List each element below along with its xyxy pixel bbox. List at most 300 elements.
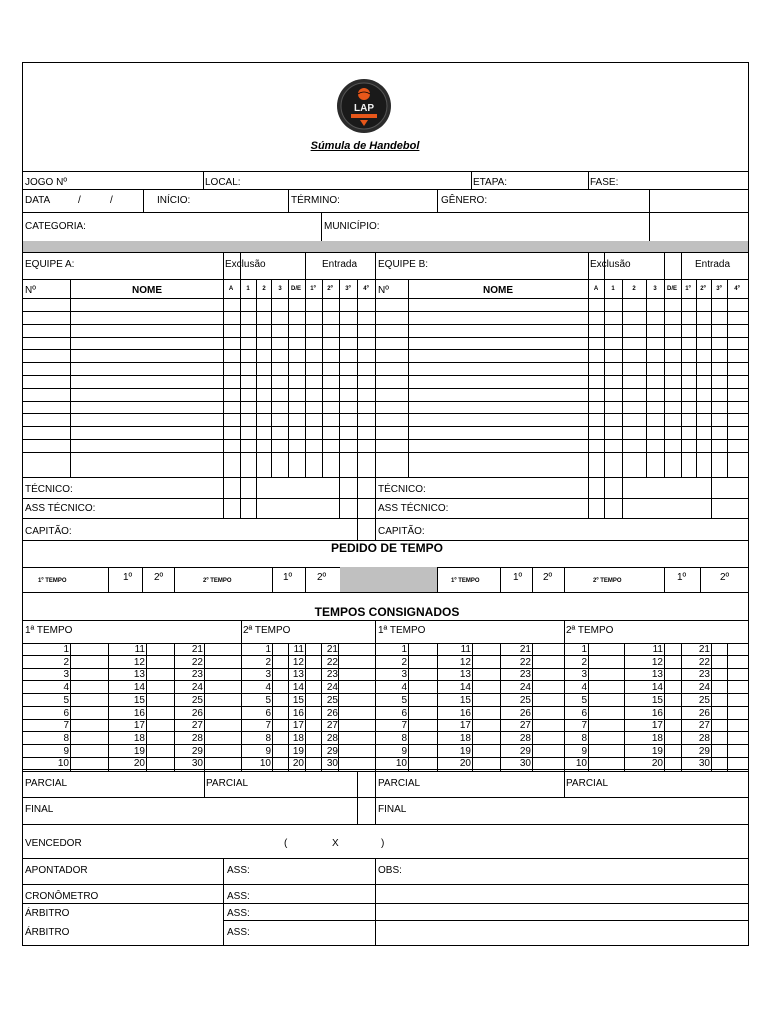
event-column-label: 4º bbox=[734, 286, 740, 292]
consignado-number: 26 bbox=[191, 708, 203, 719]
consignado-number: 19 bbox=[133, 746, 145, 757]
obs-label: OBS: bbox=[378, 865, 402, 876]
ass-apontador: ASS: bbox=[227, 865, 250, 876]
consignado-number: 4 bbox=[401, 682, 407, 693]
logo-lettering: LAP bbox=[354, 103, 374, 114]
event-column-label: A bbox=[593, 286, 599, 292]
consignado-number: 8 bbox=[63, 733, 69, 744]
consignado-number: 17 bbox=[459, 720, 471, 731]
consignado-number: 15 bbox=[292, 695, 304, 706]
consignado-number: 27 bbox=[698, 720, 710, 731]
rule bbox=[272, 643, 273, 771]
team-a-label: EQUIPE A: bbox=[25, 259, 75, 270]
rule bbox=[681, 252, 682, 279]
consignado-number: 22 bbox=[519, 657, 531, 668]
rule bbox=[23, 903, 748, 904]
rule bbox=[23, 452, 748, 453]
consignado-number: 5 bbox=[401, 695, 407, 706]
consignado-number: 30 bbox=[519, 758, 531, 769]
rule bbox=[646, 279, 647, 477]
rule bbox=[357, 279, 358, 477]
data-label: DATA bbox=[25, 195, 51, 206]
rule bbox=[23, 212, 748, 213]
vencedor-open: ( bbox=[284, 838, 288, 849]
team-a-nome-header: NOME bbox=[132, 285, 162, 296]
consignado-number: 22 bbox=[191, 657, 203, 668]
event-column-label: 3º bbox=[345, 286, 351, 292]
rule bbox=[437, 189, 438, 212]
team-a-capitao: CAPITÃO: bbox=[25, 526, 72, 537]
rule bbox=[223, 920, 748, 921]
consignado-number: 12 bbox=[651, 657, 663, 668]
cons-b-tempo2: 2ª TEMPO bbox=[566, 625, 614, 636]
rule bbox=[357, 477, 358, 540]
rule bbox=[321, 212, 322, 241]
consignado-number: 24 bbox=[191, 682, 203, 693]
team-b-capitao: CAPITÃO: bbox=[378, 526, 425, 537]
rule bbox=[23, 680, 748, 681]
rule bbox=[143, 189, 144, 212]
consignado-number: 1 bbox=[265, 644, 271, 655]
termino-label: TÉRMINO: bbox=[291, 195, 340, 206]
consignado-number: 12 bbox=[459, 657, 471, 668]
consignado-number: 13 bbox=[459, 669, 471, 680]
consignado-number: 30 bbox=[698, 758, 710, 769]
pedido-a-3: 1º bbox=[283, 572, 293, 583]
consignado-number: 6 bbox=[581, 708, 587, 719]
consignado-number: 19 bbox=[292, 746, 304, 757]
consignado-number: 22 bbox=[326, 657, 338, 668]
team-a-tecnico: TÉCNICO: bbox=[25, 484, 73, 495]
rule bbox=[23, 477, 748, 478]
team-b-nome-header: NOME bbox=[483, 285, 513, 296]
team-a-exclusao: Exclusão bbox=[225, 259, 266, 270]
consignado-number: 3 bbox=[265, 669, 271, 680]
rule bbox=[23, 592, 748, 593]
rule bbox=[256, 477, 257, 518]
event-column-label: 2º bbox=[700, 286, 706, 292]
event-column-label: 2º bbox=[327, 286, 333, 292]
consignado-number: 16 bbox=[459, 708, 471, 719]
event-column-label: 4º bbox=[363, 286, 369, 292]
consignado-number: 15 bbox=[651, 695, 663, 706]
consignado-number: 19 bbox=[651, 746, 663, 757]
rule bbox=[711, 477, 712, 518]
rule bbox=[375, 620, 376, 771]
consignado-number: 10 bbox=[259, 758, 271, 769]
consignado-number: 2 bbox=[265, 657, 271, 668]
pedido-b-tempo1: 1º TEMPO bbox=[451, 578, 480, 584]
rule bbox=[174, 643, 175, 771]
rule bbox=[23, 439, 748, 440]
rule bbox=[23, 706, 748, 707]
rule bbox=[532, 567, 533, 592]
rule bbox=[23, 719, 748, 720]
rule bbox=[108, 567, 109, 592]
rule bbox=[23, 757, 748, 758]
event-column-label: 1º bbox=[685, 286, 691, 292]
consignado-number: 25 bbox=[698, 695, 710, 706]
consignado-number: 8 bbox=[265, 733, 271, 744]
inicio-label: INÍCIO: bbox=[157, 195, 191, 206]
consignado-number: 8 bbox=[581, 733, 587, 744]
consignado-number: 18 bbox=[651, 733, 663, 744]
rule bbox=[256, 279, 257, 477]
rule bbox=[375, 797, 376, 824]
consignado-number: 15 bbox=[133, 695, 145, 706]
rule bbox=[288, 279, 289, 477]
rule bbox=[23, 349, 748, 350]
rule bbox=[23, 362, 748, 363]
pedido-title: PEDIDO DE TEMPO bbox=[330, 541, 444, 555]
categoria-label: CATEGORIA: bbox=[25, 221, 86, 232]
rule bbox=[288, 643, 289, 771]
consignado-number: 9 bbox=[265, 746, 271, 757]
rule bbox=[305, 643, 306, 771]
rule bbox=[23, 413, 748, 414]
pedido-b-3: 1º bbox=[677, 572, 687, 583]
rule bbox=[23, 498, 748, 499]
consignado-number: 28 bbox=[191, 733, 203, 744]
parcial-a1: PARCIAL bbox=[25, 778, 68, 789]
consignado-number: 18 bbox=[292, 733, 304, 744]
rule bbox=[204, 771, 205, 797]
rule bbox=[23, 731, 748, 732]
consignado-number: 2 bbox=[63, 657, 69, 668]
pedido-a-1: 1º bbox=[123, 572, 133, 583]
consignado-number: 7 bbox=[581, 720, 587, 731]
rule bbox=[375, 252, 376, 540]
rule bbox=[70, 643, 71, 771]
pedido-shaded-cell bbox=[340, 567, 437, 592]
rule bbox=[321, 643, 322, 771]
consignado-number: 20 bbox=[292, 758, 304, 769]
consignado-number: 14 bbox=[651, 682, 663, 693]
consignado-number: 16 bbox=[651, 708, 663, 719]
rule bbox=[588, 171, 589, 189]
rule bbox=[305, 252, 306, 279]
consignado-number: 11 bbox=[652, 644, 663, 655]
team-a-ass-tecnico: ASS TÉCNICO: bbox=[25, 503, 96, 514]
rule bbox=[23, 693, 748, 694]
consignado-number: 20 bbox=[133, 758, 145, 769]
team-a-entrada: Entrada bbox=[322, 259, 358, 270]
consignado-number: 23 bbox=[191, 669, 203, 680]
consignado-number: 11 bbox=[134, 644, 145, 655]
event-column-label: 1 bbox=[246, 286, 250, 292]
rule bbox=[23, 824, 748, 825]
consignado-number: 2 bbox=[401, 657, 407, 668]
parcial-b1: PARCIAL bbox=[378, 778, 421, 789]
consignado-number: 13 bbox=[292, 669, 304, 680]
team-b-exclusao: Exclusão bbox=[590, 259, 631, 270]
rule bbox=[305, 279, 306, 477]
event-column-label: 3 bbox=[653, 286, 657, 292]
rule bbox=[23, 858, 748, 859]
rule bbox=[711, 279, 712, 477]
league-logo bbox=[336, 78, 392, 134]
rule bbox=[696, 279, 697, 477]
event-column-label: 3 bbox=[278, 286, 282, 292]
date-slash: / bbox=[110, 195, 113, 206]
vencedor-x: X bbox=[332, 838, 339, 849]
rule bbox=[223, 858, 224, 946]
rule bbox=[649, 189, 650, 241]
consignado-number: 16 bbox=[292, 708, 304, 719]
fase-label: FASE: bbox=[590, 177, 619, 188]
rule bbox=[588, 252, 589, 518]
consignado-number: 9 bbox=[401, 746, 407, 757]
apontador-label: APONTADOR bbox=[25, 865, 88, 876]
consignado-number: 18 bbox=[133, 733, 145, 744]
rule bbox=[108, 643, 109, 771]
event-column-label: 3º bbox=[716, 286, 722, 292]
rule bbox=[23, 643, 748, 644]
team-b-entrada: Entrada bbox=[695, 259, 731, 270]
consignado-number: 7 bbox=[265, 720, 271, 731]
etapa-label: ETAPA: bbox=[473, 177, 508, 188]
consignado-number: 5 bbox=[265, 695, 271, 706]
team-a-numero-header: Nº bbox=[25, 285, 36, 296]
rule bbox=[375, 858, 376, 946]
rule bbox=[203, 171, 204, 189]
consignado-number: 4 bbox=[581, 682, 587, 693]
consignado-number: 7 bbox=[401, 720, 407, 731]
arbitro1-label: ÁRBITRO bbox=[25, 908, 70, 919]
consignado-number: 30 bbox=[326, 758, 338, 769]
rule bbox=[23, 171, 748, 172]
consignado-number: 23 bbox=[519, 669, 531, 680]
consignado-number: 23 bbox=[326, 669, 338, 680]
rule bbox=[408, 643, 409, 771]
event-column-label: 1 bbox=[611, 286, 615, 292]
consignado-number: 23 bbox=[698, 669, 710, 680]
ass-arbitro2: ASS: bbox=[227, 927, 250, 938]
consignado-number: 26 bbox=[326, 708, 338, 719]
pedido-a-tempo2: 2º TEMPO bbox=[203, 578, 232, 584]
rule bbox=[375, 771, 376, 797]
rule bbox=[23, 655, 748, 656]
rule bbox=[564, 771, 565, 797]
consignado-number: 25 bbox=[326, 695, 338, 706]
rule bbox=[338, 643, 339, 771]
consignado-number: 21 bbox=[191, 644, 203, 655]
consignado-number: 5 bbox=[63, 695, 69, 706]
rule bbox=[339, 477, 340, 518]
parcial-a2: PARCIAL bbox=[206, 778, 249, 789]
consignado-number: 28 bbox=[519, 733, 531, 744]
rule bbox=[23, 769, 748, 770]
rule bbox=[408, 279, 409, 477]
consignado-number: 14 bbox=[133, 682, 145, 693]
consignado-number: 7 bbox=[63, 720, 69, 731]
consignado-number: 24 bbox=[519, 682, 531, 693]
consignado-number: 29 bbox=[326, 746, 338, 757]
cons-a-tempo2: 2ª TEMPO bbox=[243, 625, 291, 636]
rule bbox=[23, 324, 748, 325]
rule bbox=[174, 567, 175, 592]
consignado-number: 25 bbox=[519, 695, 531, 706]
rule bbox=[500, 643, 501, 771]
rule bbox=[664, 252, 665, 279]
rule bbox=[727, 643, 728, 771]
consignado-number: 13 bbox=[651, 669, 663, 680]
cons-a-tempo1: 1ª TEMPO bbox=[25, 625, 73, 636]
consignado-number: 6 bbox=[401, 708, 407, 719]
cons-b-tempo1: 1ª TEMPO bbox=[378, 625, 426, 636]
consignado-number: 17 bbox=[292, 720, 304, 731]
consignado-number: 10 bbox=[575, 758, 587, 769]
consignado-number: 1 bbox=[63, 644, 69, 655]
rule bbox=[681, 279, 682, 477]
final-a: FINAL bbox=[25, 804, 54, 815]
rule bbox=[622, 279, 623, 477]
consignado-number: 12 bbox=[292, 657, 304, 668]
rule bbox=[223, 252, 224, 518]
rule bbox=[23, 668, 748, 669]
rule bbox=[204, 643, 205, 771]
rule bbox=[500, 567, 501, 592]
rule bbox=[23, 884, 748, 885]
pedido-a-tempo1: 1º TEMPO bbox=[38, 578, 67, 584]
consignado-number: 9 bbox=[63, 746, 69, 757]
event-column-label: 2 bbox=[262, 286, 266, 292]
event-column-label: D/E bbox=[666, 286, 678, 292]
rule bbox=[437, 643, 438, 771]
team-b-numero-header: Nº bbox=[378, 285, 389, 296]
rule bbox=[23, 311, 748, 312]
consignado-number: 24 bbox=[326, 682, 338, 693]
consignado-number: 26 bbox=[698, 708, 710, 719]
rule bbox=[272, 567, 273, 592]
rule bbox=[664, 279, 665, 477]
rule bbox=[681, 643, 682, 771]
team-b-label: EQUIPE B: bbox=[378, 259, 429, 270]
consignado-number: 9 bbox=[581, 746, 587, 757]
rule bbox=[472, 643, 473, 771]
rule bbox=[288, 189, 289, 212]
event-column-label: D/E bbox=[290, 286, 302, 292]
rule bbox=[564, 620, 565, 771]
consignado-number: 29 bbox=[191, 746, 203, 757]
rule bbox=[23, 298, 748, 299]
rule bbox=[622, 477, 623, 518]
consignado-number: 3 bbox=[401, 669, 407, 680]
arbitro2-label: ÁRBITRO bbox=[25, 927, 70, 938]
consignado-number: 5 bbox=[581, 695, 587, 706]
consignado-number: 21 bbox=[698, 644, 710, 655]
consignado-number: 3 bbox=[581, 669, 587, 680]
rule bbox=[23, 189, 748, 190]
rule bbox=[357, 771, 358, 824]
document-title: Súmula de Handebol bbox=[310, 140, 420, 152]
rule bbox=[241, 620, 242, 771]
consignado-number: 28 bbox=[698, 733, 710, 744]
consignado-number: 15 bbox=[459, 695, 471, 706]
event-column-label: 2 bbox=[632, 286, 636, 292]
rule bbox=[23, 401, 748, 402]
genero-label: GÊNERO: bbox=[441, 195, 488, 206]
rule bbox=[23, 797, 748, 798]
separator-band bbox=[23, 241, 748, 252]
rule bbox=[305, 567, 306, 592]
consignado-number: 10 bbox=[57, 758, 69, 769]
consignado-number: 1 bbox=[401, 644, 407, 655]
team-b-ass-tecnico: ASS TÉCNICO: bbox=[378, 503, 449, 514]
consignado-number: 14 bbox=[459, 682, 471, 693]
rule bbox=[322, 279, 323, 477]
rule bbox=[240, 252, 241, 518]
rule bbox=[23, 388, 748, 389]
consignado-number: 27 bbox=[326, 720, 338, 731]
consignado-number: 28 bbox=[326, 733, 338, 744]
consignado-number: 21 bbox=[326, 644, 338, 655]
municipio-label: MUNICÍPIO: bbox=[324, 221, 380, 232]
consignado-number: 12 bbox=[133, 657, 145, 668]
consignado-number: 21 bbox=[519, 644, 531, 655]
consignado-number: 17 bbox=[651, 720, 663, 731]
rule bbox=[727, 279, 728, 477]
rule bbox=[23, 279, 748, 280]
pedido-b-tempo2: 2º TEMPO bbox=[593, 578, 622, 584]
consignado-number: 8 bbox=[401, 733, 407, 744]
consignado-number: 27 bbox=[191, 720, 203, 731]
rule bbox=[664, 567, 665, 592]
pedido-b-2: 2º bbox=[543, 572, 553, 583]
rule bbox=[339, 279, 340, 477]
rule bbox=[23, 375, 748, 376]
consignado-number: 30 bbox=[191, 758, 203, 769]
rule bbox=[142, 567, 143, 592]
consignado-number: 20 bbox=[651, 758, 663, 769]
rule bbox=[664, 643, 665, 771]
consignado-number: 22 bbox=[698, 657, 710, 668]
consignado-number: 17 bbox=[133, 720, 145, 731]
consignado-number: 16 bbox=[133, 708, 145, 719]
consignado-number: 19 bbox=[459, 746, 471, 757]
rule bbox=[532, 643, 533, 771]
consignado-number: 6 bbox=[63, 708, 69, 719]
rule bbox=[23, 744, 748, 745]
consignado-number: 11 bbox=[460, 644, 471, 655]
team-b-tecnico: TÉCNICO: bbox=[378, 484, 426, 495]
rule bbox=[23, 771, 748, 772]
pedido-b-4: 2º bbox=[720, 572, 730, 583]
vencedor-label: VENCEDOR bbox=[25, 838, 82, 849]
consignados-title: TEMPOS CONSIGNADOS bbox=[314, 605, 460, 619]
rule bbox=[471, 171, 472, 189]
date-slash: / bbox=[78, 195, 81, 206]
rule bbox=[23, 518, 748, 519]
ass-arbitro1: ASS: bbox=[227, 908, 250, 919]
event-column-label: A bbox=[228, 286, 234, 292]
rule bbox=[711, 643, 712, 771]
consignado-number: 4 bbox=[63, 682, 69, 693]
parcial-b2: PARCIAL bbox=[566, 778, 609, 789]
rule bbox=[23, 337, 748, 338]
consignado-number: 11 bbox=[293, 644, 304, 655]
cronometro-label: CRONÔMETRO bbox=[25, 891, 99, 902]
consignado-number: 10 bbox=[395, 758, 407, 769]
rule bbox=[588, 643, 589, 771]
consignado-number: 24 bbox=[698, 682, 710, 693]
rule bbox=[564, 567, 565, 592]
consignado-number: 25 bbox=[191, 695, 203, 706]
consignado-number: 13 bbox=[133, 669, 145, 680]
consignado-number: 1 bbox=[581, 644, 587, 655]
consignado-number: 27 bbox=[519, 720, 531, 731]
pedido-b-1: 1º bbox=[513, 572, 523, 583]
